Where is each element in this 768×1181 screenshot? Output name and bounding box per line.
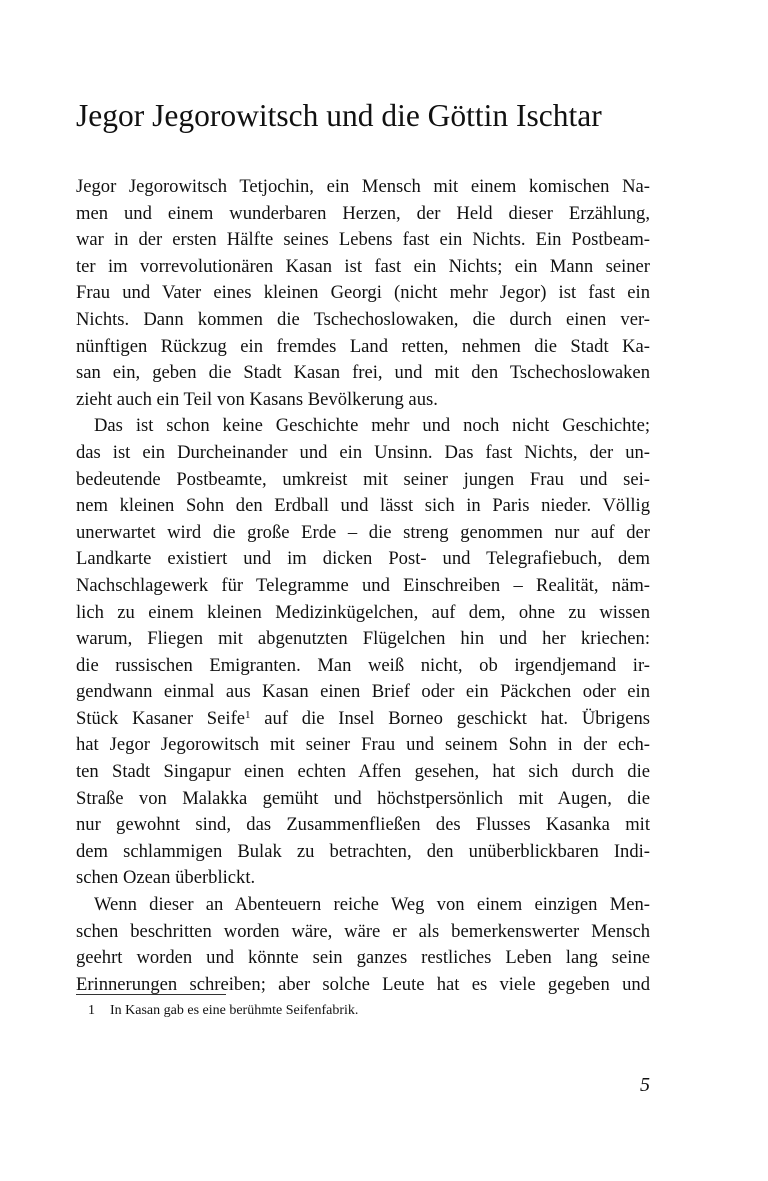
text-line: lich zu einem kleinen Medizinkügelchen, auf dem, ohne zu wissen bbox=[76, 601, 650, 623]
text-line: gendwann einmal aus Kasan einen Brief oder ein Päckchen oder ein bbox=[76, 681, 650, 703]
text-line: hat Jegor Jegorowitsch mit seiner Frau und seinem Sohn in der ech- bbox=[76, 734, 650, 756]
text-line: Das ist schon keine Geschichte mehr und noch nicht Geschichte; bbox=[94, 415, 650, 437]
text-fragment: Stück Kasaner Seife bbox=[76, 707, 246, 729]
text-line: Nachschlagewerk für Telegramme und Einschreiben – Realität, näm- bbox=[76, 574, 650, 596]
text-line: nur gewohnt sind, das Zusammenfließen des Flusses Kasanka mit bbox=[76, 814, 650, 836]
text-line: Nichts. Dann kommen die Tschechoslowaken, die durch einen ver- bbox=[76, 308, 650, 330]
text-line-with-footnote bbox=[76, 706, 650, 733]
text-line: Landkarte existiert und im dicken Post- und Telegrafiebuch, dem bbox=[76, 548, 650, 570]
text-line: men und einem wunderbaren Herzen, der Held dieser Erzählung, bbox=[76, 202, 650, 224]
footnote-number: 1 bbox=[88, 1003, 95, 1018]
text-line: zieht auch ein Teil von Kasans Bevölkerung aus. bbox=[76, 388, 438, 410]
text-line: Jegor Jegorowitsch Tetjochin, ein Mensch mit einem komischen Na- bbox=[76, 176, 650, 197]
text-line: bedeutende Postbeamte, umkreist mit seiner jungen Frau und sei- bbox=[76, 468, 650, 490]
text-line: die russischen Emigranten. Man weiß nicht, ob irgendjemand ir- bbox=[76, 654, 650, 676]
text-line: san ein, geben die Stadt Kasan frei, und mit den Tschechoslowaken bbox=[76, 362, 650, 384]
text-line: Wenn dieser an Abenteuern reiche Weg von einem einzigen Men- bbox=[94, 894, 650, 916]
text-line: geehrt worden und könnte sein ganzes restliches Leben lang seine bbox=[76, 947, 650, 969]
body-text bbox=[76, 174, 650, 998]
text-line: das ist ein Durcheinander und ein Unsinn. Das fast Nichts, der un- bbox=[76, 441, 650, 463]
footnote bbox=[88, 1001, 648, 1021]
text-line: Erinnerungen schreiben; aber solche Leute hat es viele gegeben und bbox=[76, 973, 650, 995]
footnote-reference[interactable]: 1 bbox=[245, 708, 251, 721]
text-line: dem schlammigen Bulak zu betrachten, den unüberblickbaren Indi- bbox=[76, 840, 650, 862]
text-line: nem kleinen Sohn den Erdball und lässt sich in Paris nieder. Völlig bbox=[76, 495, 650, 517]
text-line: schen Ozean überblickt. bbox=[76, 867, 256, 889]
footnote-text: In Kasan gab es eine berühmte Seifenfabrik. bbox=[110, 1003, 359, 1018]
text-fragment: auf die Insel Borneo geschickt hat. Übrigens bbox=[264, 707, 650, 729]
text-line: ten Stadt Singapur einen echten Affen gesehen, hat sich durch die bbox=[76, 761, 650, 783]
footnote-divider bbox=[76, 994, 226, 995]
text-line: war in der ersten Hälfte seines Lebens fast ein Nichts. Ein Postbeam- bbox=[76, 229, 650, 251]
page-number: 5 bbox=[640, 1074, 650, 1096]
text-line: warum, Fliegen mit abgenutzten Flügelchen hin und her kriechen: bbox=[76, 628, 650, 650]
chapter-title: Jegor Jegorowitsch und die Göttin Ischtar bbox=[76, 98, 602, 133]
text-line: Straße von Malakka gemüht und höchstpersönlich mit Augen, die bbox=[76, 787, 650, 809]
text-line: nünftigen Rückzug ein fremdes Land retten, nehmen die Stadt Ka- bbox=[76, 335, 650, 357]
text-line: Frau und Vater eines kleinen Georgi (nicht mehr Jegor) ist fast ein bbox=[76, 282, 650, 304]
text-line: schen beschritten worden wäre, wäre er als bemerkenswerter Mensch bbox=[76, 920, 650, 942]
text-line: ter im vorrevolutionären Kasan ist fast ein Nichts; ein Mann seiner bbox=[76, 255, 650, 277]
text-line: unerwartet wird die große Erde – die streng genommen nur auf der bbox=[76, 521, 650, 543]
